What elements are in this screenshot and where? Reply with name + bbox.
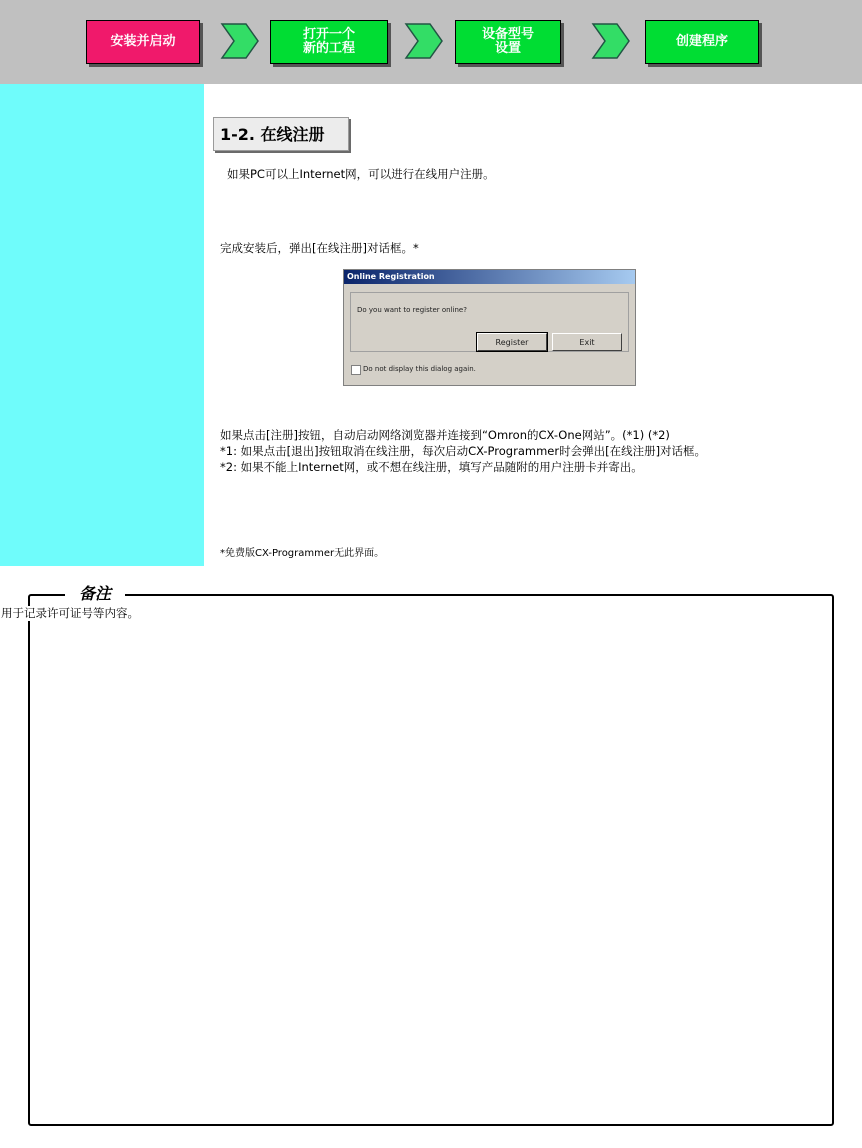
- chevron-right-icon: [589, 21, 631, 61]
- workflow-bar: [0, 0, 862, 84]
- exit-button[interactable]: Exit: [552, 333, 622, 351]
- side-panel: [0, 84, 204, 566]
- dialog-question: Do you want to register online?: [357, 306, 467, 314]
- notes-text: 用于记录许可证号等内容。: [1, 606, 139, 620]
- register-button[interactable]: Register: [477, 333, 547, 351]
- chevron-right-icon: [218, 21, 260, 61]
- notes-box: [28, 594, 834, 1126]
- do-not-display-checkbox[interactable]: [351, 365, 361, 375]
- step-open-project-line2: 新的工程: [302, 41, 355, 56]
- online-registration-dialog: [343, 269, 636, 386]
- step-open-project-line1: 打开一个: [302, 27, 355, 42]
- footnote: *免费版CX-Programmer无此界面。: [220, 548, 385, 559]
- description-line-1: 如果点击[注册]按钮，自动启动网络浏览器并连接到“Omron的CX-One网站”。(*1) (*2): [220, 428, 670, 442]
- checkbox-label: Do not display this dialog again.: [363, 365, 476, 373]
- intro-text: 如果PC可以上Internet网，可以进行在线用户注册。: [227, 167, 495, 181]
- chevron-right-icon: [402, 21, 444, 61]
- step-device-setup-line1: 设备型号: [481, 27, 534, 42]
- notes-heading: 备注: [65, 584, 125, 604]
- step-create-program[interactable]: 创建程序: [645, 20, 759, 64]
- step-install-start[interactable]: 安装并启动: [86, 20, 200, 64]
- description-line-2: *1: 如果点击[退出]按钮取消在线注册，每次启动CX-Programmer时会弹出[在线注册]对话框。: [220, 444, 707, 458]
- after-install-text: 完成安装后，弹出[在线注册]对话框。*: [220, 241, 419, 255]
- step-open-project[interactable]: [270, 20, 388, 64]
- step-device-setup-line2: 设置: [494, 41, 521, 56]
- dialog-title: Online Registration: [344, 270, 635, 284]
- step-device-setup[interactable]: [455, 20, 561, 64]
- description-line-3: *2: 如果不能上Internet网，或不想在线注册，填写产品随附的用户注册卡并寄出。: [220, 460, 643, 474]
- section-title: 1-2. 在线注册: [213, 117, 349, 151]
